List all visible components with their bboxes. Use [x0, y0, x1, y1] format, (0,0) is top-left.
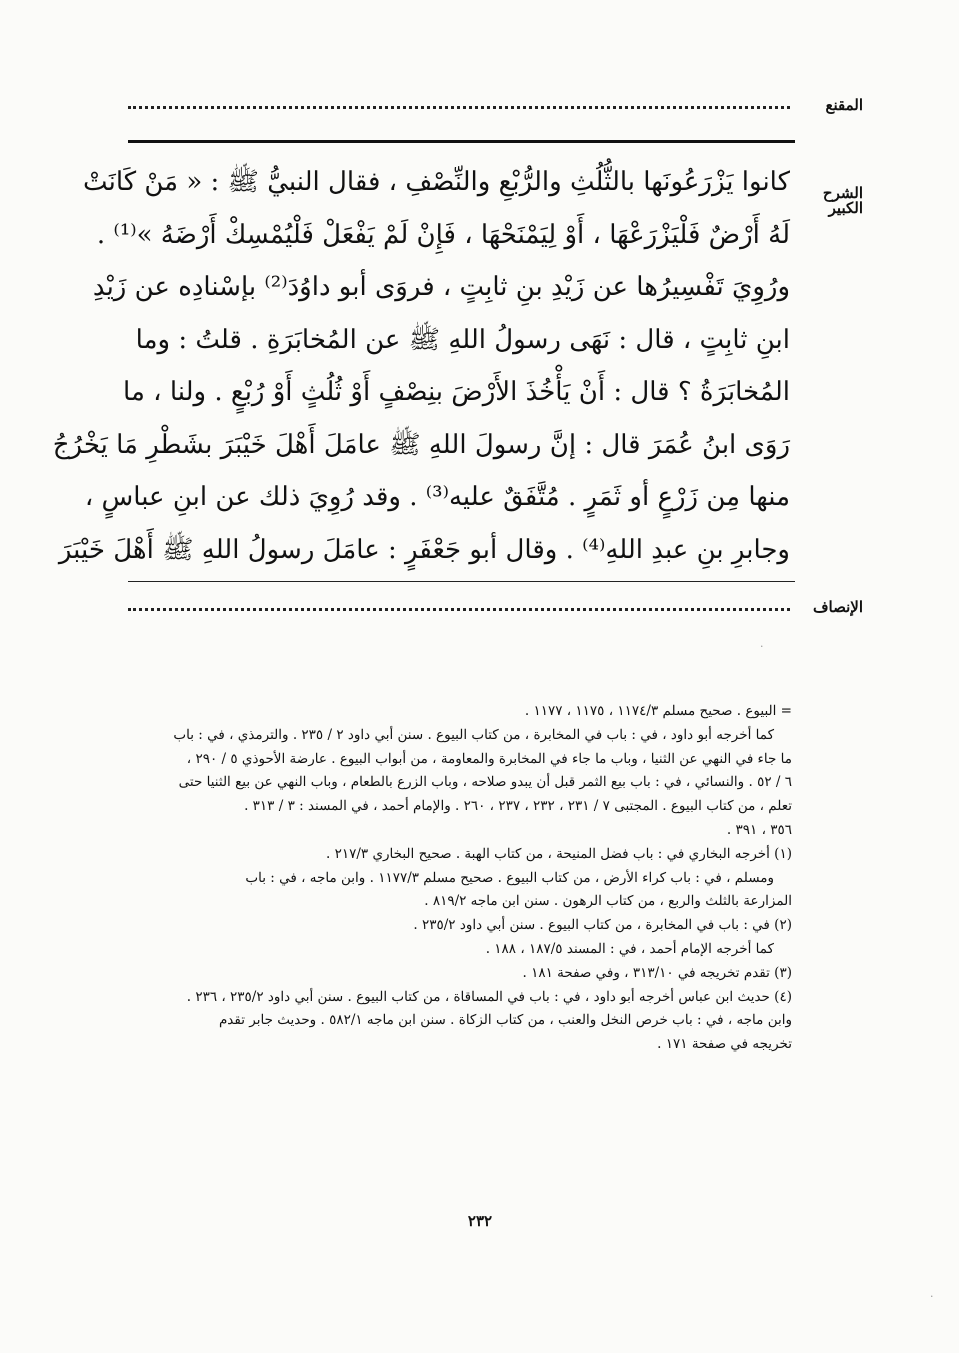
scan-speck: ·	[760, 640, 764, 653]
footnote-line: المزارعة بالثلث والربع ، من كتاب الرهون . سنن ابن ماجه ٨١٩/٢ .	[424, 893, 792, 910]
text-line: منها مِن زَرْعٍ أو ثَمَرٍ . مُتَّفَقٌ عليه⁽³⁾ . وقد رُوِيَ ذلك عن ابنِ عباسٍ ،	[84, 482, 790, 512]
section-divider-bottom	[128, 581, 795, 582]
footnote-line: ما جاء في النهي عن الثنيا ، وباب ما جاء في المخابرة والمعاومة ، من أبواب البيوع . عارضة الأحوذي ٥ / ٢٩٠ ،	[186, 750, 792, 767]
footnote-line: ٣٥٦ ، ٣٩١ .	[726, 821, 792, 838]
text-line: وجابرِ بنِ عبدِ اللهِ⁽⁴⁾ . وقال أبو جَعْفَرٍ : عامَلَ رسولُ اللهِ ﷺ أَهْلَ خَيْبَرَ	[58, 534, 790, 565]
section-label-insaf: الإنصاف	[812, 598, 863, 616]
section-label-mughni: المقنع	[825, 96, 863, 114]
text-line: كانوا يَزْرَعُونَها بالثُّلُثِ والرُّبْعِ والنِّصْفِ ، فقال النبيُّ ﷺ : « مَنْ كَانَتْ	[83, 167, 790, 197]
text-line: ورُوِيَ تَفْسِيرُها عن زَيْدِ بنِ ثابِتٍ ، فروَى أبو داوُدَ⁽²⁾ بإسْنادِه عن زَيْدِ	[92, 272, 790, 302]
main-body-text	[52, 156, 790, 576]
text-line: المُخابَرَةُ ؟ قال : أَنْ يَأْخُذَ الأَرْضَ بنِصْفٍ أَوْ ثُلُثٍ أَوْ رُبْعٍ . ولنا ، ما	[123, 377, 790, 407]
text-line: لَهُ أَرْضٌ فَلْيَزْرَعْهَا ، أَوْ لِيَمْنَحْهَا ، فَإِنْ لَمْ يَفْعَلْ فَلْيُمْسِكْ أَرْضَهُ »⁽¹⁾ .	[96, 219, 790, 250]
footnote-line: ومسلم ، في : باب كراء الأرض ، من كتاب البيوع . صحيح مسلم ١١٧٧/٣ . وابن ماجه ، في : باب	[245, 869, 774, 886]
footnote-line: = البيوع . صحيح مسلم ١١٧٤/٣ ، ١١٧٥ ، ١١٧٧ .	[524, 703, 792, 719]
text-line: رَوَى ابنُ عُمَرَ قال : إنَّ رسولَ اللهِ ﷺ عامَلَ أَهْلَ خَيْبَرَ بشَطْرِ مَا يَخْرُجُ	[52, 429, 790, 460]
section-label-sharh: الشرح الكبير	[822, 184, 863, 217]
footnote-line: تعلم ، من كتاب البيوع . المجتبى ٧ / ٢٣١ ، ٢٣٢ ، ٢٣٧ ، ٢٦٠ . والإمام أحمد ، في المسند : ٣ / ٣١٣ .	[244, 798, 792, 815]
page-number: ٢٣٢	[467, 1212, 493, 1230]
footnote-line: ٦ / ٥٢ . والنسائي ، في : باب بيع الثمر قبل أن يبدو صلاحه ، وباب الزرع بالطعام ، وباب النهي عن بيع الثنيا حتى	[178, 774, 792, 791]
footnote-line: (٤) حديث ابن عباس أخرجه أبو داود ، في : باب في المساقاة ، من كتاب البيوع . سنن أبي داود ٢٣٥/٢ ، ٢٣٦ .	[186, 988, 792, 1005]
footnote-line: وابن ماجه ، في : باب خرص النخل والعنب ، من كتاب الزكاة . سنن ابن ماجه ٥٨٢/١ . وحديث جابر تقدم	[218, 1012, 792, 1029]
dotted-separator-mughni	[128, 106, 790, 109]
footnote-line: (١) أخرجه البخاري في : باب فضل المنيحة ، من كتاب الهبة . صحيح البخاري ٢١٧/٣ .	[326, 845, 792, 862]
footnote-line: (٢) في : باب في المخابرة ، من كتاب البيوع . سنن أبي داود ٢٣٥/٢ .	[413, 917, 792, 934]
scan-speck: ·	[930, 1290, 934, 1303]
footnote-line: كما أخرجه أبو داود ، في : باب في المخابرة ، من كتاب البيوع . سنن أبي داود ٢ / ٢٣٥ . والترمذي ، في : باب	[173, 726, 774, 743]
text-line: ابنِ ثابِتٍ ، قال : نَهَى رسولُ اللهِ ﷺ عن المُخابَرَةِ . قلتُ : وما	[135, 324, 790, 355]
footnotes	[120, 700, 792, 1057]
dotted-separator-insaf	[128, 608, 790, 611]
footnote-line: تخريجه في صفحة ١٧١ .	[657, 1036, 792, 1053]
footnote-line: (٣) تقدم تخريجه في ٣١٣/١٠ ، وفي صفحة ١٨١ .	[522, 964, 792, 981]
footnote-line: كما أخرجه الإمام أحمد ، في : المسند ١٨٧/٥ ، ١٨٨ .	[485, 940, 774, 957]
section-divider	[128, 140, 795, 143]
